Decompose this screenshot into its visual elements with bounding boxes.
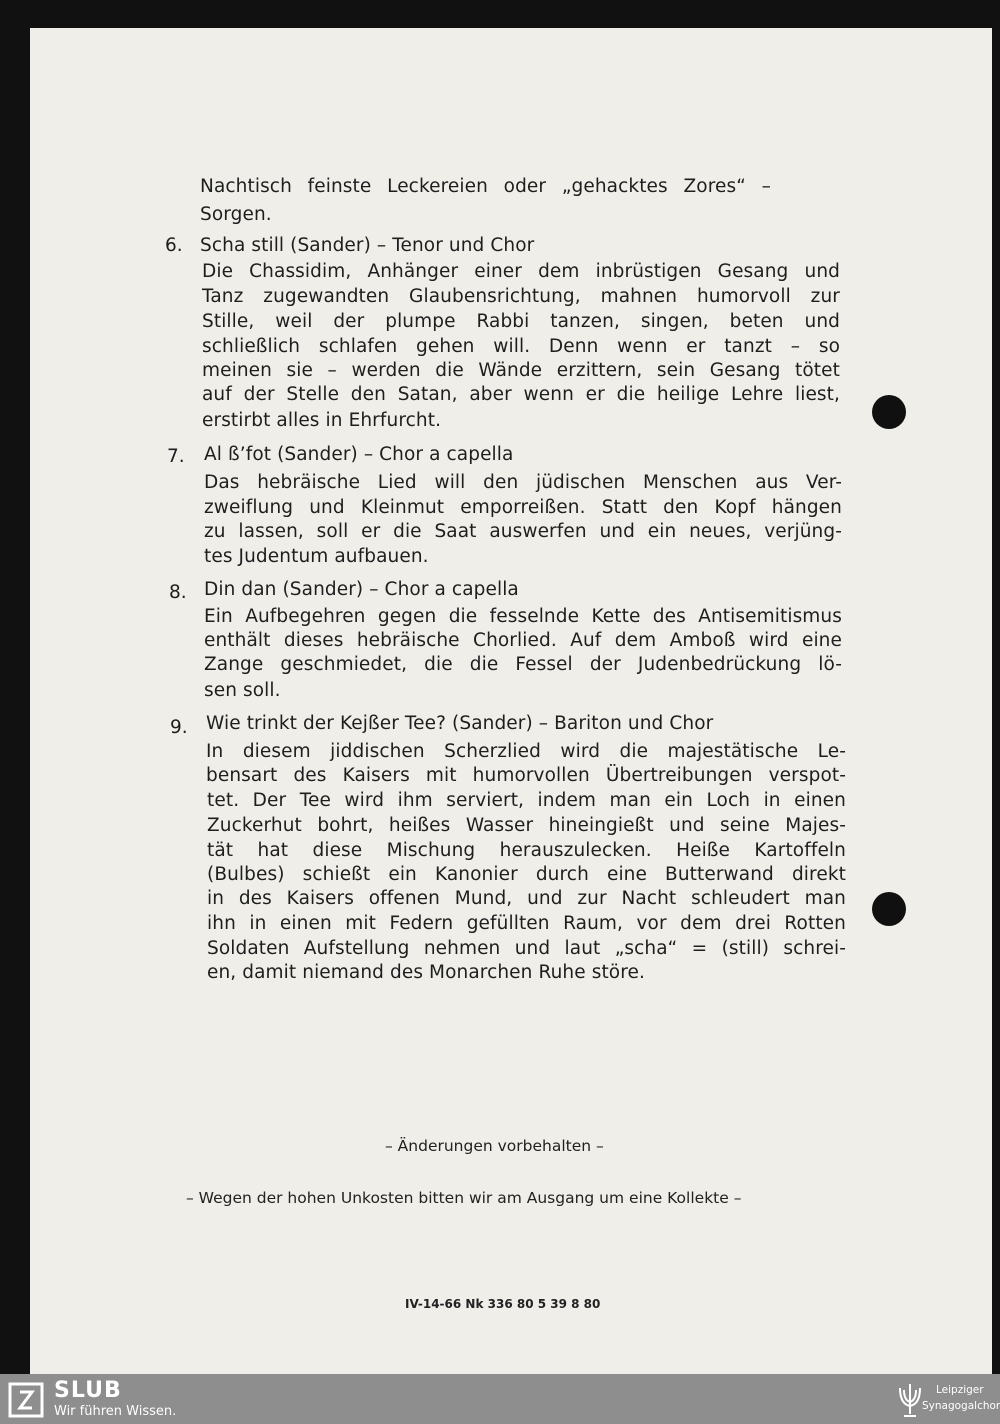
- item-text-line: auf der Stelle den Satan, aber wenn er die heilige Lehre liest,: [202, 384, 840, 405]
- item-number: 9.: [170, 717, 188, 738]
- item-text-line: zweiflung und Kleinmut emporreißen. Statt den Kopf hängen: [204, 497, 842, 518]
- item-heading: Scha still (Sander) – Tenor und Chor: [200, 235, 535, 256]
- notice-collection: – Wegen der hohen Unkosten bitten wir am Ausgang um eine Kollekte –: [186, 1189, 742, 1207]
- partner-name-line1: Leipziger: [936, 1384, 984, 1396]
- item-text-line: ihn in einen mit Federn gefüllten Raum, vor dem drei Rotten: [207, 913, 846, 934]
- item-number: 8.: [169, 582, 187, 603]
- item-text-line: Ein Aufbegehren gegen die fesselnde Kette des Antisemitismus: [204, 606, 842, 627]
- item-text-line: tes Judentum aufbauen.: [204, 546, 429, 567]
- item-text-line: bensart des Kaisers mit humorvollen Übertreibungen verspot-: [206, 765, 846, 786]
- item-text-line: Zuckerhut bohrt, heißes Wasser hineingießt und seine Majes-: [207, 815, 846, 836]
- punch-hole: [872, 395, 906, 429]
- item-text-line: Zange geschmiedet, die die Fessel der Judenbedrückung lö-: [204, 654, 842, 675]
- item-text-line: Tanz zugewandten Glaubensrichtung, mahnen humorvoll zur: [202, 286, 840, 307]
- punch-hole: [872, 892, 906, 926]
- menorah-icon: [894, 1378, 926, 1420]
- item-text-line: meinen sie – werden die Wände erzittern, sein Gesang tötet: [202, 360, 840, 381]
- document-page: [30, 28, 992, 1374]
- item-text-line: In diesem jiddischen Scherzlied wird die majestätische Le-: [206, 741, 846, 762]
- item-text-line: enthält dieses hebräische Chorlied. Auf dem Amboß wird eine: [204, 630, 842, 651]
- item-heading: Din dan (Sander) – Chor a capella: [204, 579, 519, 600]
- item-text-line: schließlich schlafen gehen will. Denn wenn er tanzt – so: [202, 336, 840, 357]
- notice-changes: – Änderungen vorbehalten –: [385, 1137, 604, 1155]
- item-heading: Wie trinkt der Kejßer Tee? (Sander) – Bariton und Chor: [206, 713, 714, 734]
- slub-brand: SLUB: [54, 1378, 122, 1403]
- print-code: IV-14-66 Nk 336 80 5 39 8 80: [405, 1297, 601, 1311]
- item-number: 7.: [167, 446, 185, 467]
- item-text-line: tät hat diese Mischung herauszulecken. Heiße Kartoffeln: [207, 840, 846, 861]
- item-text-line: sen soll.: [204, 680, 281, 701]
- footer-bar: [0, 1374, 1000, 1424]
- slub-logo-icon: [8, 1382, 44, 1418]
- intro-line: Sorgen.: [200, 204, 272, 225]
- item-text-line: Soldaten Aufstellung nehmen und laut „scha“ = (still) schrei-: [207, 938, 846, 959]
- slub-tagline: Wir führen Wissen.: [54, 1404, 177, 1419]
- item-text-line: en, damit niemand des Monarchen Ruhe störe.: [207, 962, 645, 983]
- item-text-line: Die Chassidim, Anhänger einer dem inbrüstigen Gesang und: [202, 261, 840, 282]
- intro-line: Nachtisch feinste Leckereien oder „gehacktes Zores“ –: [200, 176, 771, 197]
- item-text-line: zu lassen, soll er die Saat auswerfen und ein neues, verjüng-: [204, 521, 842, 542]
- item-text-line: erstirbt alles in Ehrfurcht.: [202, 410, 442, 431]
- item-text-line: in des Kaisers offenen Mund, und zur Nacht schleudert man: [207, 888, 846, 909]
- item-number: 6.: [165, 235, 183, 256]
- item-text-line: tet. Der Tee wird ihm serviert, indem man ein Loch in einen: [207, 790, 846, 811]
- item-text-line: Stille, weil der plumpe Rabbi tanzen, singen, beten und: [202, 311, 840, 332]
- item-heading: Al ß’fot (Sander) – Chor a capella: [204, 444, 514, 465]
- partner-name-line2: Synagogalchor: [922, 1400, 1000, 1412]
- item-text-line: Das hebräische Lied will den jüdischen Menschen aus Ver-: [204, 472, 842, 493]
- item-text-line: (Bulbes) schießt ein Kanonier durch eine Butterwand direkt: [207, 864, 846, 885]
